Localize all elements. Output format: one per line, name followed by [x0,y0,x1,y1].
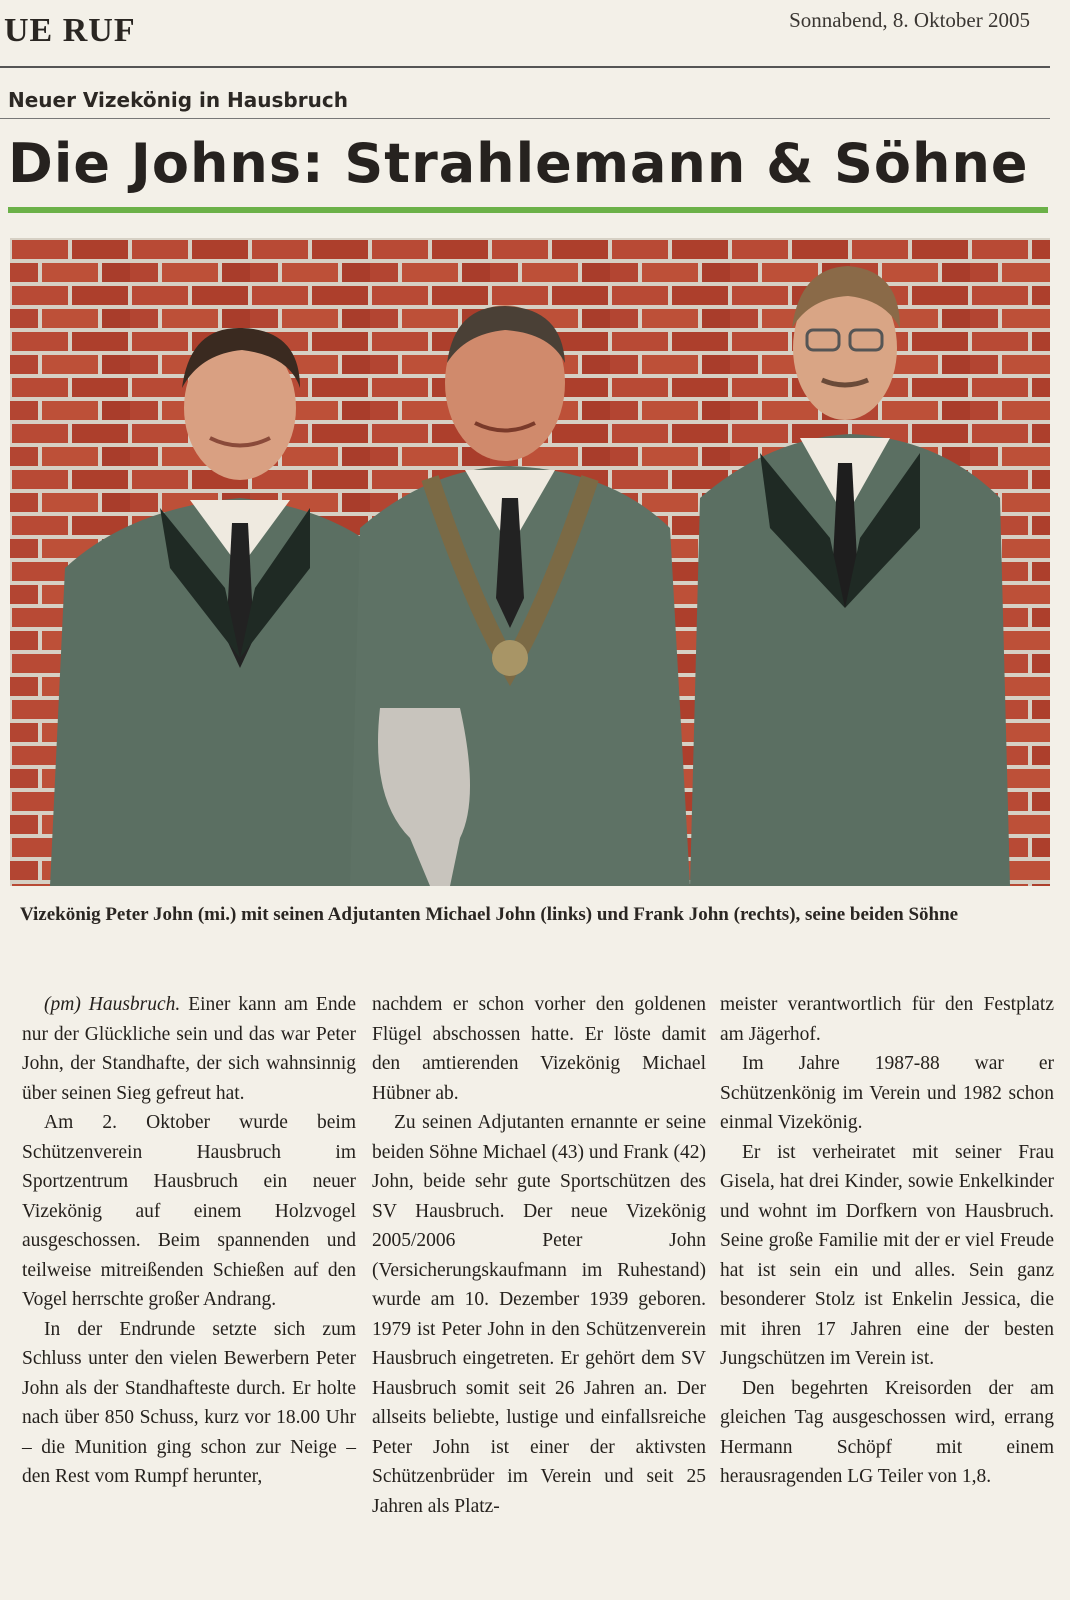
article-paragraph: In der Endrunde setzte sich zum Schluss unter den vielen Bewerbern Peter John als der Standhafteste durch. Er holte nach über 850 Schuss, kurz vor 18.00 Uhr – die Munition ging schon zur Neige – den Rest vom Rumpf herunter, [22,1318,356,1487]
kicker-rule [0,118,1050,119]
newspaper-name: UE RUF [4,12,136,49]
article-paragraph [22,990,356,1108]
photo-caption: Vizekönig Peter John (mi.) mit seinen Adjutanten Michael John (links) und Frank John (rechts), seine beiden Söhne [20,904,959,925]
article-column-1 [22,990,356,1492]
publication-date: Sonnabend, 8. Oktober 2005 [789,8,1030,32]
paragraph-text: Einer kann am Ende nur der Glückliche sein und das war Peter John, der Standhafte, der sich wahnsinnig über seinen Sieg gefreut hat. [22,994,356,1104]
masthead [0,0,1070,70]
article-photo [10,238,1050,886]
article-paragraph: Am 2. Oktober wurde beim Schützenverein Hausbruch im Sportzentrum Hausbruch ein neuer Vizekönig auf einem Holzvogel ausgeschossen. Beim spannenden und teilweise mitreißenden Schießen auf den Vogel herrschte großer Andrang. [22,1112,356,1310]
article-paragraph: meister verantwortlich für den Festplatz am Jägerhof. [720,994,1054,1045]
masthead-rule [0,66,1050,68]
article-paragraph: Zu seinen Adjutanten ernannte er seine beiden Söhne Michael (43) und Frank (42) John, beide sehr gute Sportschützen des SV Hausbruch. Der neue Vizekönig 2005/2006 Peter John (Versicherungskaufmann im Ruhestand) wurde am 10. Dezember 1939 geboren. 1979 ist Peter John in den Schützenverein Hausbruch eingetreten. Er gehört dem SV Hausbruch somit seit 26 Jahren an. Der allseits beliebte, lustige und einfallsreiche Peter John ist einer der aktivsten Schützenbrüder im Verein und seit 25 Jahren als Platz- [372,1112,706,1517]
dateline: (pm) Hausbruch. [44,994,181,1015]
article-paragraph: Er ist verheiratet mit seiner Frau Gisela, hat drei Kinder, sowie Enkelkinder und wohnt im Dorfkern von Hausbruch. Seine große Familie mit der er viel Freude hat ist sein ein und alles. Sein ganz besonderer Stolz ist Enkelin Jessica, die mit ihren 17 Jahren eine der besten Jungschützen im Verein ist. [720,1141,1054,1369]
article-column-2 [372,990,706,1521]
article-headline: Die Johns: Strahlemann & Söhne [8,132,1029,195]
article-paragraph: Im Jahre 1987-88 war er Schützenkönig im Verein und 1982 schon einmal Vizekönig. [720,1053,1054,1133]
article-paragraph: Den begehrten Kreisorden der am gleichen Tag ausgeschossen wird, errang Hermann Schöpf mit einem herausragenden LG Teiler von 1,8. [720,1377,1054,1487]
article-paragraph: nachdem er schon vorher den goldenen Flügel abschossen hatte. Er löste damit den amtierenden Vizekönig Michael Hübner ab. [372,994,706,1104]
article-kicker: Neuer Vizekönig in Hausbruch [8,88,348,112]
article-column-3 [720,990,1054,1492]
photo-illustration [10,238,1050,886]
headline-underline [8,207,1048,213]
